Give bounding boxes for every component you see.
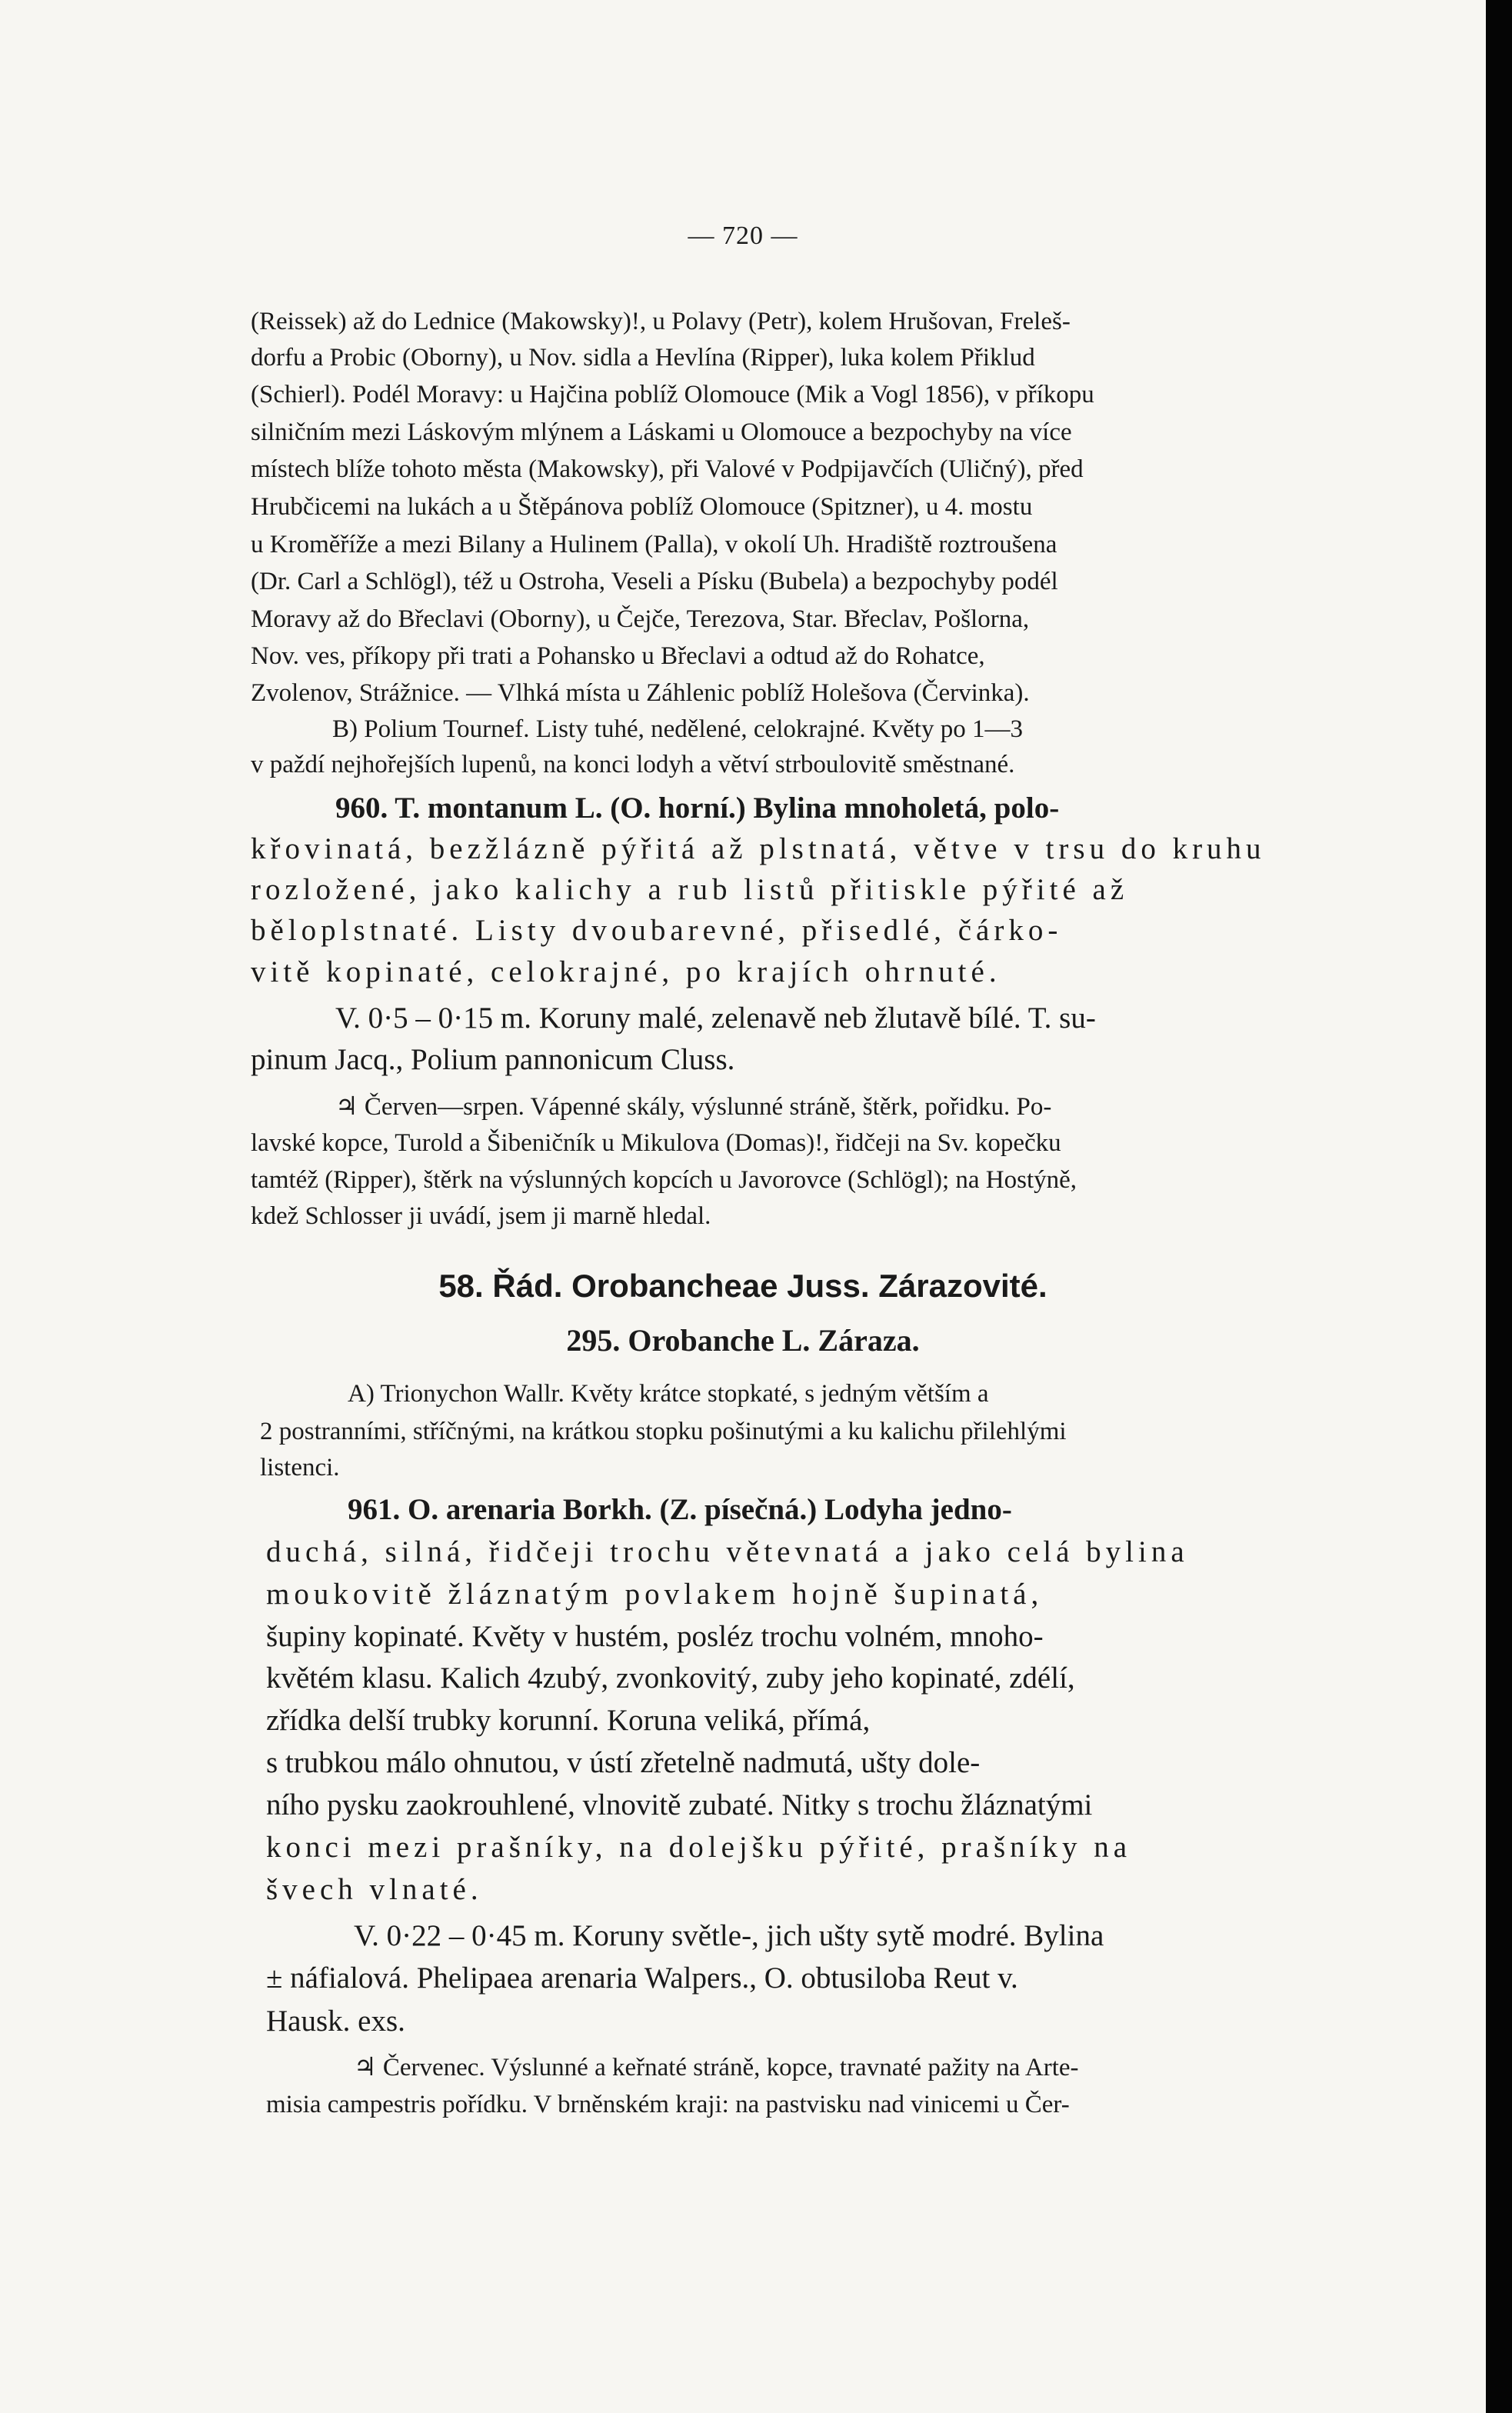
text-line: Hrubčicemi na lukách a u Štěpánova poblíž Olomouce (Spitzner), u 4. mostu [251, 493, 1033, 521]
text-line: ♃ Červen—srpen. Vápenné skály, výslunné stráně, štěrk, pořidku. Po- [335, 1093, 1052, 1121]
page-number: — 720 — [688, 222, 798, 250]
text-line: vitě kopinaté, celokrajné, po krajích ohrnuté. [251, 955, 1001, 988]
text-line: V. 0·5 – 0·15 m. Koruny malé, zelenavě neb žlutavě bílé. T. su- [335, 1002, 1096, 1035]
text-line: listenci. [260, 1454, 340, 1481]
text-line: 2 postranními, stříčnými, na krátkou stopku pošinutými a ku kalichu přilehlými [260, 1418, 1067, 1445]
text-line: A) Trionychon Wallr. Květy krátce stopkaté, s jedným větším a [348, 1380, 989, 1408]
text-line: misia campestris pořídku. V brněnském kraji: na pastvisku nad vinicemi u Čer- [266, 2091, 1070, 2118]
text-line: ♃ Červenec. Výslunné a keřnaté stráně, kopce, travnaté pažity na Arte- [354, 2054, 1079, 2081]
text-line: V. 0·22 – 0·45 m. Koruny světle-, jich ušty sytě modré. Bylina [354, 1919, 1104, 1952]
text-line: běloplstnaté. Listy dvoubarevné, přisedlé, čárko- [251, 914, 1063, 947]
species-heading-line: 961. O. arenaria Borkh. (Z. písečná.) Lodyha jedno- [348, 1493, 1012, 1526]
text-line: kdež Schlosser ji uvádí, jsem ji marně hledal. [251, 1202, 711, 1230]
text-line: duchá, silná, řidčeji trochu větevnatá a jako celá bylina [266, 1535, 1189, 1568]
text-line: konci mezi prašníky, na dolejšku pýřité, prašníky na [266, 1831, 1132, 1864]
text-line: křovinatá, bezžlázně pýřitá až plstnatá, větve v trsu do kruhu [251, 832, 1266, 865]
text-line: ního pysku zaokrouhlené, vlnovitě zubaté. Nitky s trochu žláznatými [266, 1788, 1093, 1821]
text-line: Zvolenov, Strážnice. — Vlhká místa u Záhlenic poblíž Holešova (Červinka). [251, 679, 1030, 707]
text-line: tamtéž (Ripper), štěrk na výslunných kopcích u Javorovce (Schlögl); na Hostýně, [251, 1166, 1077, 1194]
text-line: rozložené, jako kalichy a rub listů přitiskle pýřité až [251, 873, 1129, 906]
text-line: u Kroměříže a mezi Bilany a Hulinem (Palla), v okolí Uh. Hradiště roztroušena [251, 531, 1057, 558]
text-line: švech vlnaté. [266, 1873, 483, 1906]
text-line: Nov. ves, příkopy při trati a Pohansko u Břeclavi a odtud až do Rohatce, [251, 642, 985, 670]
text-line: lavské kopce, Turold a Šibeničník u Mikulova (Domas)!, řidčeji na Sv. kopečku [251, 1129, 1061, 1157]
text-line: Moravy až do Břeclavi (Oborny), u Čejče, Terezova, Star. Břeclav, Pošlorna, [251, 605, 1030, 633]
text-line: (Schierl). Podél Moravy: u Hajčina poblíž Olomouce (Mik a Vogl 1856), v příkopu [251, 381, 1094, 408]
text-line: šupiny kopinaté. Květy v hustém, posléz trochu volném, mnoho- [266, 1620, 1044, 1653]
text-line: místech blíže tohoto města (Makowsky), při Valové v Podpijavčích (Uličný), před [251, 455, 1084, 483]
text-line: květém klasu. Kalich 4zubý, zvonkovitý, zuby jeho kopinaté, zdélí, [266, 1661, 1075, 1695]
text-line: Hausk. exs. [266, 2005, 405, 2038]
scan-border [1486, 0, 1512, 2413]
species-heading-line: 960. T. montanum L. (O. horní.) Bylina mnoholetá, polo- [335, 792, 1060, 825]
order-heading: 58. Řád. Orobancheae Juss. Zárazovité. [438, 1268, 1047, 1304]
text-line: ± náfialová. Phelipaea arenaria Walpers., O. obtusiloba Reut v. [266, 1961, 1018, 1995]
genus-heading: 295. Orobanche L. Záraza. [566, 1323, 920, 1358]
text-line: v paždí nejhořejších lupenů, na konci lodyh a větví strboulovitě směstnané. [251, 751, 1015, 778]
text-line: (Reissek) až do Lednice (Makowsky)!, u Polavy (Petr), kolem Hrušovan, Freleš- [251, 308, 1071, 335]
text-line: pinum Jacq., Polium pannonicum Cluss. [251, 1043, 735, 1076]
text-line: moukovitě žláznatým povlakem hojně šupinatá, [266, 1578, 1044, 1611]
text-line: B) Polium Tournef. Listy tuhé, nedělené, celokrajné. Květy po 1—3 [332, 715, 1023, 743]
text-line: dorfu a Probic (Oborny), u Nov. sidla a Hevlína (Ripper), luka kolem Přiklud [251, 344, 1035, 372]
text-line: zřídka delší trubky korunní. Koruna veliká, přímá, [266, 1704, 871, 1737]
text-line: silničním mezi Láskovým mlýnem a Láskami u Olomouce a bezpochyby na více [251, 418, 1072, 446]
text-line: (Dr. Carl a Schlögl), též u Ostroha, Veseli a Písku (Bubela) a bezpochyby podél [251, 568, 1058, 595]
text-line: s trubkou málo ohnutou, v ústí zřetelně nadmutá, ušty dole- [266, 1746, 981, 1779]
